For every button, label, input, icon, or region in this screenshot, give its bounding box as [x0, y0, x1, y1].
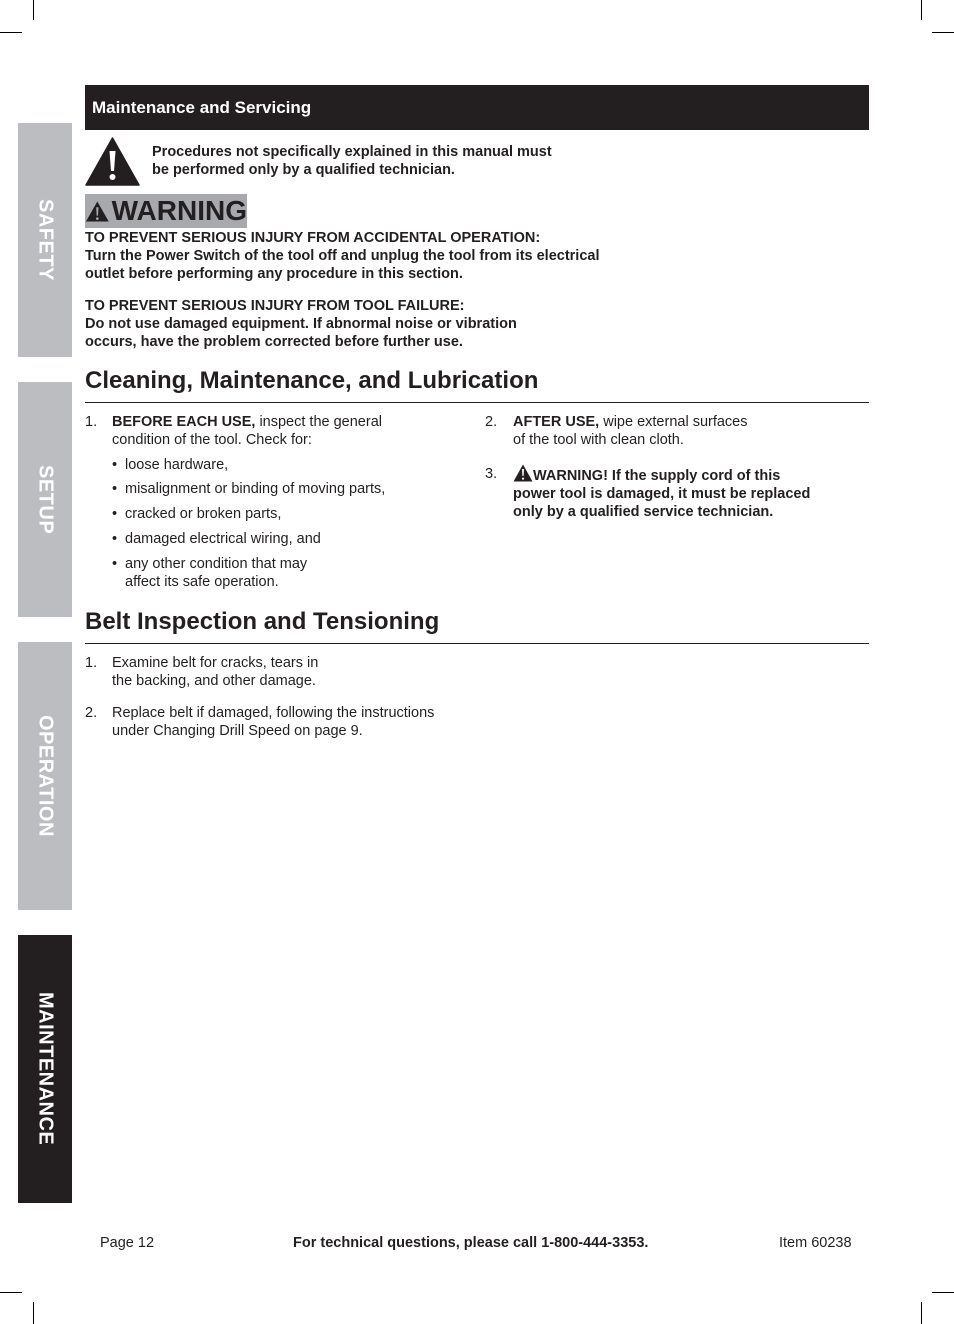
bullet-dot: •: [112, 506, 118, 522]
tab-label: OPERATION: [34, 715, 57, 837]
item-text: power tool is damaged, it must be replaced: [513, 486, 811, 502]
bullet-text: any other condition that may: [125, 556, 308, 572]
tab-setup: [18, 382, 72, 617]
bullet-item: [112, 456, 228, 474]
warning-title: TO PREVENT SERIOUS INJURY FROM TOOL FAILURE:: [85, 298, 465, 314]
bullet-text: affect its safe operation.: [125, 574, 279, 590]
warning-badge: [85, 194, 247, 228]
bullet-text: cracked or broken parts,: [125, 506, 282, 522]
list-number: 2.: [85, 705, 98, 721]
caution-line: Procedures not specifically explained in this manual must: [152, 144, 552, 160]
crop-mark: [33, 0, 34, 20]
bullet-dot: •: [112, 556, 118, 572]
crop-mark: [0, 1292, 22, 1293]
warning-title: TO PREVENT SERIOUS INJURY FROM ACCIDENTAL OPERATION:: [85, 230, 541, 246]
crop-mark: [932, 1292, 954, 1293]
bullet-text: damaged electrical wiring, and: [125, 531, 321, 547]
caution-line: be performed only by a qualified technician.: [152, 162, 455, 178]
tab-label: SETUP: [34, 464, 57, 535]
list-number: 1.: [85, 655, 98, 671]
bullet-dot: •: [112, 531, 118, 547]
bullet-dot: •: [112, 481, 118, 497]
list-number: 2.: [485, 414, 498, 430]
section-title: Maintenance and Servicing: [92, 97, 312, 117]
caution-text: [152, 143, 592, 179]
belt-heading: Belt Inspection and Tensioning: [85, 608, 440, 635]
tab-maintenance: [18, 935, 72, 1203]
crop-mark: [921, 1302, 922, 1324]
item-bold: BEFORE EACH USE,: [112, 414, 256, 430]
crop-mark: [33, 1302, 34, 1324]
list-item: [112, 704, 472, 740]
bullet-text: misalignment or binding of moving parts,: [125, 481, 386, 497]
item-text: only by a qualified service technician.: [513, 504, 774, 520]
caution-triangle-icon: [85, 137, 140, 186]
item-text: condition of the tool. Check for:: [112, 432, 312, 448]
bullet-dot: •: [112, 457, 118, 473]
cleaning-heading: Cleaning, Maintenance, and Lubrication: [85, 367, 539, 394]
warning-paragraph: [85, 297, 645, 351]
item-text: Examine belt for cracks, tears in: [112, 655, 319, 671]
heading-rule: [85, 643, 869, 644]
footer-contact: For technical questions, please call 1-800-444-3353.: [293, 1235, 649, 1251]
bullet-item: [112, 555, 307, 591]
warning-label: WARNING: [111, 195, 247, 226]
list-item: [112, 413, 452, 449]
crop-mark: [0, 32, 22, 33]
crop-mark: [932, 32, 954, 33]
tab-operation: [18, 642, 72, 910]
section-header: [85, 85, 869, 130]
item-text: Replace belt if damaged, following the instructions: [112, 705, 435, 721]
footer-page: Page 12: [100, 1235, 155, 1251]
heading-rule: [85, 402, 869, 403]
item-text: inspect the general: [255, 414, 382, 430]
list-item: [112, 654, 472, 690]
bullet-text: loose hardware,: [125, 457, 229, 473]
warning-line: outlet before performing any procedure in this section.: [85, 266, 463, 282]
warning-line: Do not use damaged equipment. If abnormal noise or vibration: [85, 316, 517, 332]
warning-paragraph: [85, 229, 645, 283]
bullet-item: [112, 480, 385, 498]
item-text: WARNING! If the supply cord of this: [533, 468, 781, 484]
tab-safety: [18, 123, 72, 357]
footer-item: Item 60238: [779, 1235, 852, 1251]
list-item: [513, 413, 853, 449]
item-bold: AFTER USE,: [513, 414, 600, 430]
warning-line: Turn the Power Switch of the tool off and unplug the tool from its electrical: [85, 248, 600, 264]
warning-icon: [513, 464, 533, 482]
item-text: of the tool with clean cloth.: [513, 432, 684, 448]
warning-line: occurs, have the problem corrected before further use.: [85, 334, 463, 350]
tab-label: SAFETY: [34, 199, 57, 281]
list-item: [513, 464, 853, 521]
crop-mark: [921, 0, 922, 20]
list-number: 1.: [85, 414, 98, 430]
bullet-item: [112, 505, 281, 523]
warning-icon: [85, 200, 110, 223]
item-text: under Changing Drill Speed on page 9.: [112, 723, 363, 739]
bullet-item: [112, 530, 321, 548]
tab-label: MAINTENANCE: [34, 992, 57, 1146]
item-text: the backing, and other damage.: [112, 673, 316, 689]
list-number: 3.: [485, 466, 498, 482]
item-text: wipe external surfaces: [599, 414, 748, 430]
